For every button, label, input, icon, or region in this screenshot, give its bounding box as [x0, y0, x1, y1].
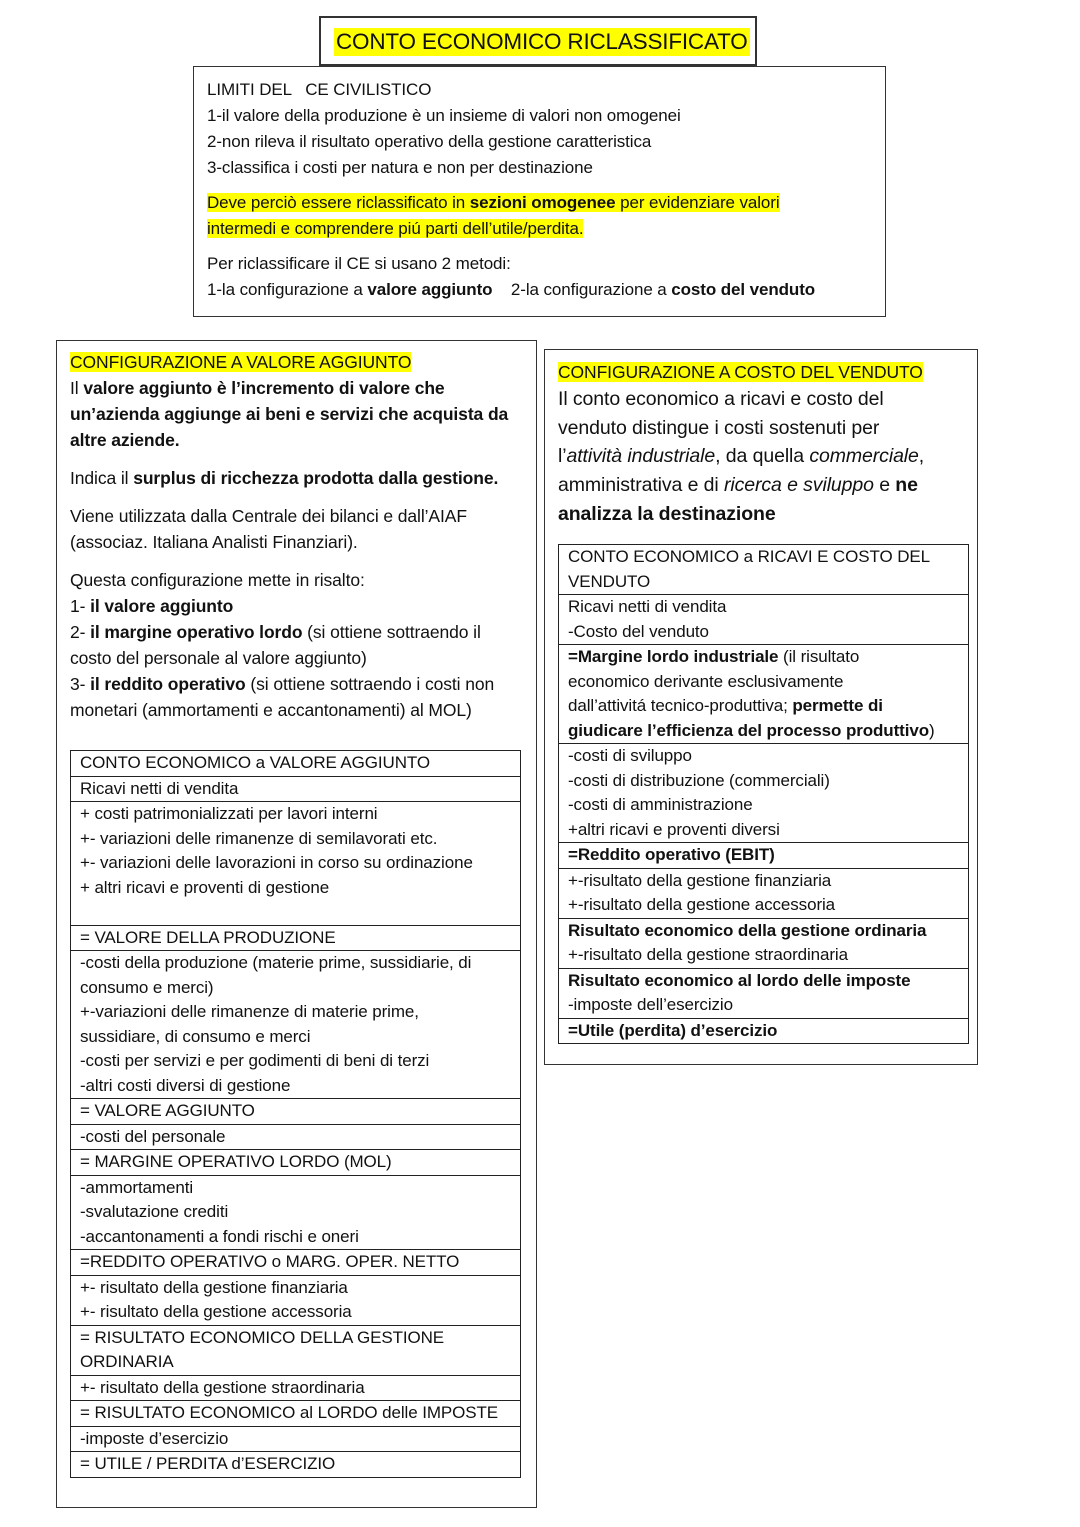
text-bold: il margine operativo lordo: [90, 622, 303, 642]
table-row: [71, 1099, 521, 1125]
definition: [70, 375, 523, 401]
description: Il conto economico a ricavi e costo del: [558, 388, 884, 410]
table-row: [71, 802, 521, 926]
text: -costi di amministrazione: [568, 795, 753, 814]
text: -costi per servizi e per godimenti di beni di terzi: [80, 1051, 430, 1070]
text: = RISULTATO ECONOMICO al LORDO delle IMPOSTE: [80, 1403, 499, 1422]
table-cell: [71, 1250, 521, 1276]
text: -costi della produzione (materie prime, sussidiarie, di: [80, 953, 472, 972]
text: =REDDITO OPERATIVO o MARG. OPER. NETTO: [80, 1252, 460, 1271]
text-bold: il valore aggiunto: [90, 596, 234, 616]
table-cell: [559, 868, 969, 918]
description-line: [558, 500, 964, 529]
text-bold: =Reddito operativo (EBIT): [568, 845, 775, 864]
text-bold: =Utile (perdita) d’esercizio: [568, 1020, 778, 1040]
text: +altri ricavi e proventi diversi: [568, 819, 780, 839]
text: = MARGINE OPERATIVO LORDO (MOL): [80, 1152, 392, 1171]
table-row: [559, 595, 969, 645]
valore-aggiunto-section: [56, 340, 537, 1508]
table-cell: [71, 1150, 521, 1176]
text-bold: Risultato economico della gestione ordinaria: [568, 920, 927, 940]
table-cell: [559, 595, 969, 645]
text: -altri costi diversi di gestione: [80, 1075, 291, 1095]
text: -imposte dell’esercizio: [568, 995, 733, 1014]
text: +- risultato della gestione straordinaria: [80, 1377, 365, 1397]
text: per evidenziare valori: [615, 193, 780, 212]
text: -costi di sviluppo: [568, 746, 692, 765]
text: Ricavi netti di vendita: [568, 597, 727, 616]
text: sussidiare, di consumo e merci: [80, 1026, 311, 1046]
table-cell: [71, 951, 521, 1099]
text: CONFIGURAZIONE A COSTO DEL VENDUTO: [558, 362, 923, 382]
table-row: [559, 843, 969, 869]
table-cell: [71, 1401, 521, 1427]
description-line: [558, 442, 964, 471]
table-row: [559, 868, 969, 918]
text: , da quella: [715, 445, 810, 468]
text-italic: attività industriale: [566, 445, 716, 468]
methods-list: [207, 277, 872, 303]
table-row: [71, 1426, 521, 1452]
text: amministrativa e di: [558, 474, 724, 497]
page-title: CONTO ECONOMICO RICLASSIFICATO: [336, 29, 748, 54]
text: ORDINARIA: [80, 1352, 174, 1371]
text-bold: valore aggiunto: [367, 280, 493, 299]
table-cell: [559, 744, 969, 843]
text-bold: il reddito operativo: [90, 674, 246, 694]
text: (il risultato: [778, 647, 860, 666]
table-row: [71, 925, 521, 951]
table-cell: [71, 1175, 521, 1250]
highlight-item-line2: monetari (ammortamenti e accantonamenti) al MOL): [70, 700, 472, 720]
table-cell: [71, 1275, 521, 1325]
text: Deve perciò essere riclassificato in: [207, 193, 470, 212]
table-cell: [71, 1452, 521, 1478]
table-row: [559, 744, 969, 843]
table-row: [71, 1375, 521, 1401]
limit-item: 2-non rileva il risultato operativo della gestione caratteristica: [207, 132, 652, 151]
text: -imposte d’esercizio: [80, 1428, 229, 1448]
text-bold: un’azienda aggiunge ai beni e servizi che acquista da: [70, 404, 509, 424]
highlights-intro: Questa configurazione mette in risalto:: [70, 570, 365, 590]
text: 1-: [70, 596, 91, 616]
highlight-item: [70, 593, 523, 619]
highlight-note: [207, 190, 872, 216]
table-row: [71, 951, 521, 1099]
text: (si ottiene sottraendo i costi non: [245, 674, 495, 694]
table-row: [559, 918, 969, 968]
description-line: [558, 471, 964, 500]
text-bold: analizza la destinazione: [558, 502, 776, 525]
table-header: [559, 545, 969, 595]
text: = UTILE / PERDITA d’ESERCIZIO: [80, 1454, 336, 1473]
limit-item: 3-classifica i costi per natura e non per destinazione: [207, 158, 593, 177]
text-bold: altre aziende.: [70, 430, 180, 450]
text-italic: ricerca e sviluppo: [723, 474, 874, 497]
text: -svalutazione crediti: [80, 1202, 229, 1221]
text: +-risultato della gestione straordinaria: [568, 945, 848, 964]
definition-line: [70, 427, 523, 453]
description-line: venduto distingue i costi sostenuti per: [558, 416, 880, 439]
section-title: [70, 349, 523, 375]
text: -accantonamenti a fondi rischi e oneri: [80, 1226, 359, 1246]
table-row: [71, 1401, 521, 1427]
text-bold: costo del venduto: [671, 280, 816, 299]
text-bold: ne: [895, 474, 918, 497]
table-row: [71, 1250, 521, 1276]
text: 3-: [70, 674, 91, 694]
text: consumo e merci): [80, 977, 214, 997]
text: [568, 694, 959, 719]
table-cell: [559, 968, 969, 1018]
usage-note: Viene utilizzata dalla Centrale dei bilanci e dall’AIAF: [70, 506, 467, 526]
text: Ricavi netti di vendita: [80, 778, 239, 798]
table-cell: [71, 1124, 521, 1150]
text: [568, 645, 959, 670]
table-row: [559, 1018, 969, 1044]
section-title: [558, 359, 964, 385]
text: (si ottiene sottraendo il: [302, 622, 481, 642]
table-row: [71, 1150, 521, 1176]
table-cell: [559, 645, 969, 744]
text: ,: [918, 445, 925, 468]
table-cell: [559, 843, 969, 869]
text: +-variazioni delle rimanenze di materie prime,: [80, 1002, 419, 1021]
surplus-note: [70, 465, 523, 491]
table-row: [559, 645, 969, 744]
table-cell: [71, 776, 521, 802]
table-cell: [559, 1018, 969, 1044]
table-header-row: [559, 545, 969, 595]
text: CONTO ECONOMICO a RICAVI E COSTO DEL: [568, 547, 930, 566]
text: = RISULTATO ECONOMICO DELLA GESTIONE: [80, 1327, 445, 1347]
text: + costi patrimonializzati per lavori interni: [80, 804, 378, 823]
intro-box: [193, 66, 886, 317]
text-bold: sezioni omogenee: [469, 193, 616, 212]
methods-intro: Per riclassificare il CE si usano 2 metodi:: [207, 254, 511, 273]
highlight-note-line2: [207, 216, 872, 242]
text-bold: Risultato economico al lordo delle imposte: [568, 970, 911, 990]
text-bold: permette di: [792, 696, 883, 715]
text: CONFIGURAZIONE A VALORE AGGIUNTO: [70, 352, 412, 372]
usage-note-line2: (associaz. Italiana Analisti Finanziari).: [70, 532, 358, 552]
highlight-item: [70, 671, 523, 697]
text: [80, 900, 511, 925]
text: Il: [70, 378, 84, 398]
text: + altri ricavi e proventi di gestione: [80, 877, 330, 897]
text: +- risultato della gestione finanziaria: [80, 1277, 348, 1297]
title-box: [319, 16, 757, 66]
text-bold: giudicare l’efficienza del processo produttivo: [568, 720, 929, 740]
text: +- risultato della gestione accessoria: [80, 1302, 352, 1321]
table-row: [71, 1175, 521, 1250]
text: VENDUTO: [568, 571, 651, 591]
text: 2-: [70, 622, 91, 642]
table-cell: [71, 802, 521, 926]
table-row: [71, 776, 521, 802]
ce-valore-aggiunto-table: [70, 750, 521, 1478]
table-cell: [71, 925, 521, 951]
text: l’: [558, 445, 567, 468]
text: -ammortamenti: [80, 1177, 194, 1197]
text: 1-la configurazione a: [207, 280, 368, 299]
table-row: [71, 1275, 521, 1325]
text: Indica il: [70, 468, 134, 488]
table-row: [71, 1325, 521, 1375]
text-italic: commerciale: [809, 445, 919, 468]
limits-heading: LIMITI DEL CE CIVILISTICO: [207, 80, 432, 99]
table-row: [71, 1452, 521, 1478]
text-bold: surplus di ricchezza prodotta dalla gestione.: [133, 468, 499, 488]
text: 2-la configurazione a: [492, 280, 672, 299]
table-row: [559, 968, 969, 1018]
costo-venduto-section: [544, 349, 978, 1065]
text: -Costo del venduto: [568, 621, 709, 641]
limit-item: 1-il valore della produzione è un insieme di valori non omogenei: [207, 106, 681, 125]
table-row: [71, 1124, 521, 1150]
text: = VALORE AGGIUNTO: [80, 1101, 255, 1120]
table-cell: [71, 1426, 521, 1452]
text: +- variazioni delle lavorazioni in corso su ordinazione: [80, 853, 473, 872]
text: economico derivante esclusivamente: [568, 671, 844, 691]
text-bold: =Margine lordo industriale: [568, 647, 779, 666]
highlight-item: [70, 619, 523, 645]
ce-costo-venduto-table: [558, 544, 969, 1044]
text: +-risultato della gestione accessoria: [568, 895, 836, 914]
table-cell: [71, 1375, 521, 1401]
table-cell: [71, 1099, 521, 1125]
text: -costi del personale: [80, 1126, 226, 1146]
text: e: [873, 474, 896, 497]
text: +- variazioni delle rimanenze di semilavorati etc.: [80, 828, 438, 848]
text-bold: valore aggiunto è l’incremento di valore che: [83, 378, 445, 398]
text: dall’attivitá tecnico-produttiva;: [568, 696, 793, 715]
table-cell: [71, 1325, 521, 1375]
text: [568, 719, 959, 744]
text: intermedi e comprendere piú parti dell’utile/perdita.: [207, 219, 584, 238]
table-cell: [559, 918, 969, 968]
text: = VALORE DELLA PRODUZIONE: [80, 927, 336, 947]
table-header-row: [71, 751, 521, 777]
text: +-risultato della gestione finanziaria: [568, 870, 832, 890]
table-header: CONTO ECONOMICO a VALORE AGGIUNTO: [71, 751, 521, 777]
definition-line: [70, 401, 523, 427]
highlight-item-line2: costo del personale al valore aggiunto): [70, 648, 367, 668]
text: -costi di distribuzione (commerciali): [568, 770, 830, 790]
text: ): [928, 720, 935, 740]
